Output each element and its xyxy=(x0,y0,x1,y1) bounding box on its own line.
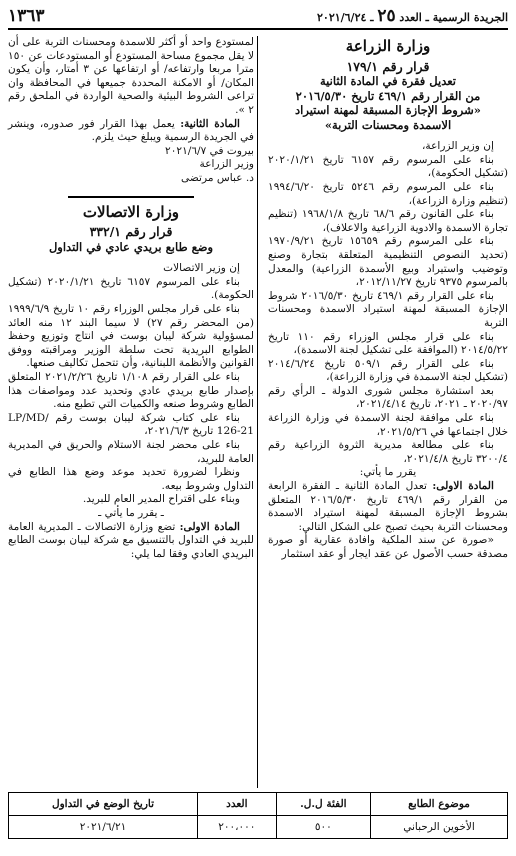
publication-title: الجريدة الرسمية xyxy=(432,11,508,24)
paragraph: بناء على قرار مجلس الوزراء رقم ١١٠ تاريخ ٢٠١٤/٥/٢٢ (الموافقة على تشكيل لجنة الاسمدة)، xyxy=(268,330,508,357)
article-1 xyxy=(268,480,508,534)
decision-subject-4: الاسمدة ومحسنات التربة» xyxy=(324,117,452,132)
issue-label: ـ العدد xyxy=(399,11,429,24)
col-issue-date: تاريخ الوضع في التداول xyxy=(9,793,198,816)
ministry-title: وزارة الزراعة xyxy=(345,37,431,55)
article-2-label: المادة الثانية: xyxy=(180,117,241,130)
col-quantity: العدد xyxy=(198,793,277,816)
paragraph: بناء على قرار مجلس الوزراء رقم ١٠ تاريخ ١٩٩٩/٦/٩ (من المحضر رقم ٢٧) لا سيما البند ١٢ منه العائد لمسؤولية شركة ليبان بوست في انتاج وتوزيع وحفظ الطوابع البريدية تحت سلطة الوزير ومراقبته ووفق القوانين والأنظمة اللبنانية، وأن تتحمل تكاليف صنعها. xyxy=(8,303,254,370)
paragraph: إن وزير الزراعة، xyxy=(422,140,494,153)
publication-name xyxy=(317,6,508,26)
decision-subject-3: «شروط الإجازة المسبقة لمهنة استيراد xyxy=(295,103,481,118)
paragraph: بناء على القرار رقم ٥٠٩/١ تاريخ ٢٠١٤/٦/٢٤ (تشكيل لجنة الاسمدة في وزارة الزراعة)، xyxy=(268,357,508,384)
col-denomination: الفئة ل.ل. xyxy=(276,793,370,816)
paragraph: بناء على مطالعة مديرية الثروة الزراعية رقم ٣٢٠٠/٤ تاريخ ٢٠٢١/٤/٨، xyxy=(268,439,508,465)
issue-number: ٢٥ xyxy=(377,6,396,26)
table-row xyxy=(9,816,508,839)
decides-line: يقرر ما يأتي: xyxy=(359,466,417,479)
article-1-text: تضع وزارة الاتصالات ـ المديرية العامة للبريد في التداول بالتنسيق مع شركة ليبان بوست الطابع البريدي العادي وفقا لما يلي: xyxy=(8,520,254,560)
paragraph: وبناء على اقتراح المدير العام للبريد. xyxy=(82,493,240,506)
page-header xyxy=(8,4,508,30)
paragraph: بناء على القانون رقم ٦٨/٦ تاريخ ١٩٦٨/١/٨ (تنظيم تجارة الاسمدة والادوية الزراعية والاعلاف)، xyxy=(268,208,508,234)
issue-date: ـ ٢٠٢١/٦/٢٤ xyxy=(317,11,374,24)
paragraph: بناء على المرسوم رقم ١٥٦٥٩ تاريخ ١٩٧٠/٩/٢١ (تحديد النصوص التنظيمية المتعلقة بتجارة وصنع وتوضيب واستيراد وبيع الأسمدة الزراعية) والمعدل بالمرسوم ٩٣٧٥ تاريخ ٢٠١٢/١١/٢٧، xyxy=(268,235,508,289)
decision-subject: وضع طابع بريدي عادي في التداول xyxy=(48,239,214,254)
left-column xyxy=(8,36,254,561)
page-number: ١٣٦٣ xyxy=(8,6,45,26)
paragraph: بناء على كتاب شركة ليبان بوست رقم /LP/MD 126-21 تاريخ ٢٠٢١/٦/٣، xyxy=(8,411,254,438)
paragraph: بناء على موافقة لجنة الاسمدة في وزارة الزراعة خلال اجتماعها في ٢٠٢١/٥/٢٦، xyxy=(268,412,508,438)
ministry-title: وزارة الاتصالات xyxy=(82,202,180,221)
paragraph: ونظرا لضرورة تحديد موعد وضع هذا الطابع في التداول وشروط بيعه. xyxy=(8,466,254,492)
article-1-label: المادة الاولى: xyxy=(432,480,494,493)
paragraph: بناء على المرسوم ٦١٥٧ تاريخ ٢٠٢٠/١/٢١ (تشكيل الحكومة). xyxy=(8,275,254,302)
signature-place-date: بيروت في ٢٠٢١/٦/٧ xyxy=(165,144,254,157)
decision-title: قرار رقم ١٧٩/١ xyxy=(346,58,430,74)
cell-denomination: ٥٠٠ xyxy=(276,816,370,839)
section-divider xyxy=(68,196,194,198)
decides-line: ـ يقرر ما يأتي ـ xyxy=(98,506,164,519)
cell-issue-date: ٢٠٢١/٦/٢١ xyxy=(9,816,198,839)
paragraph: بناء على القرار رقم ٤٦٩/١ تاريخ ٢٠١٦/٥/٣٠ شروط الإجازة المسبقة لمهنة استيراد الاسمدة ومحسنات التربة xyxy=(268,289,508,329)
paragraph: بناء على المرسوم رقم ٥٢٤٦ تاريخ ١٩٩٤/٦/٢٠ (تنظيم وزارة الزراعة)، xyxy=(268,180,508,207)
article-1-label: المادة الاولى: xyxy=(179,520,240,533)
paragraph: بناء على القرار رقم ١/١٠٨ تاريخ ٢٠٢١/٢/٢٦ المتعلق بإصدار طابع بريدي عادي وتحديد عدد ومواصفات هذا الطابع وشروط صنعه والكميات التي تطبع منه. xyxy=(8,370,254,411)
signature-title: وزير الزراعة xyxy=(199,158,254,171)
decision-title: قرار رقم ٣٣٢/١ xyxy=(89,224,173,240)
paragraph: بعد استشارة مجلس شورى الدولة ـ الرأي رقم ٢٠٢٠/٩٧ ـ ٢٠٢١، تاريخ ٢٠٢١/٤/١٤، xyxy=(268,384,508,411)
decision-subject-1: تعديل فقرة في المادة الثانية xyxy=(320,74,456,89)
column-divider xyxy=(257,36,258,788)
cell-quantity: ٢٠٠،٠٠٠ xyxy=(198,816,277,839)
right-column xyxy=(268,36,508,562)
article-1 xyxy=(8,521,254,562)
decision-subject-2: من القرار رقم ٤٦٩/١ تاريخ ٢٠١٦/٥/٣٠ xyxy=(295,88,481,103)
col-stamp-subject: موضوع الطابع xyxy=(371,793,508,816)
paragraph: بناء على محضر لجنة الاستلام والحريق في المديرية العامة للبريد، xyxy=(8,438,254,465)
cell-stamp-subject: الأخوين الرحباني xyxy=(371,816,508,839)
article-2-text: يعمل بهذا القرار فور صدوره، وينشر في الجريدة الرسمية ويبلغ حيث يلزم. xyxy=(8,117,254,144)
article-1-quote: «صورة عن سند الملكية وافادة عقارية أو صورة مصدقة حسب الأصول عن عقد ايجار أو عقد استثمار xyxy=(268,534,508,560)
paragraph: إن وزير الاتصالات xyxy=(163,262,240,275)
article-2 xyxy=(8,118,254,145)
stamp-table xyxy=(8,792,508,839)
article-1-text: تعدل المادة الثانية ـ الفقرة الرابعة من القرار رقم ٤٦٩/١ تاريخ ٢٠١٦/٥/٣٠ المتعلق بشروط الإجازة المسبقة لمهنة استيراد الاسمدة ومحسنات التربة بحيث تصبح على الشكل التالي: xyxy=(268,480,508,533)
table-header-row xyxy=(9,793,508,816)
continuation-text: لمستودع واحد أو أكثر للاسمدة ومحسنات التربة على أن لا يقل مجموع مساحة المستودع أو المستودعات عن ١٥٠ مترا مربعا وارتفاعه/ أو ارتفاعها عن ٣ أمتار، وأن يكون المكان/ أو الامكنة المحددة جميعها في المحافظة وان تراعى الشروط البيئية والصحية الواردة في الملحق رقم ٢ ». xyxy=(8,36,254,116)
signature-name: د. عباس مرتضى xyxy=(181,171,254,184)
paragraph: بناء على المرسوم رقم ٦١٥٧ تاريخ ٢٠٢٠/١/٢١ (تشكيل الحكومة)، xyxy=(268,153,508,180)
